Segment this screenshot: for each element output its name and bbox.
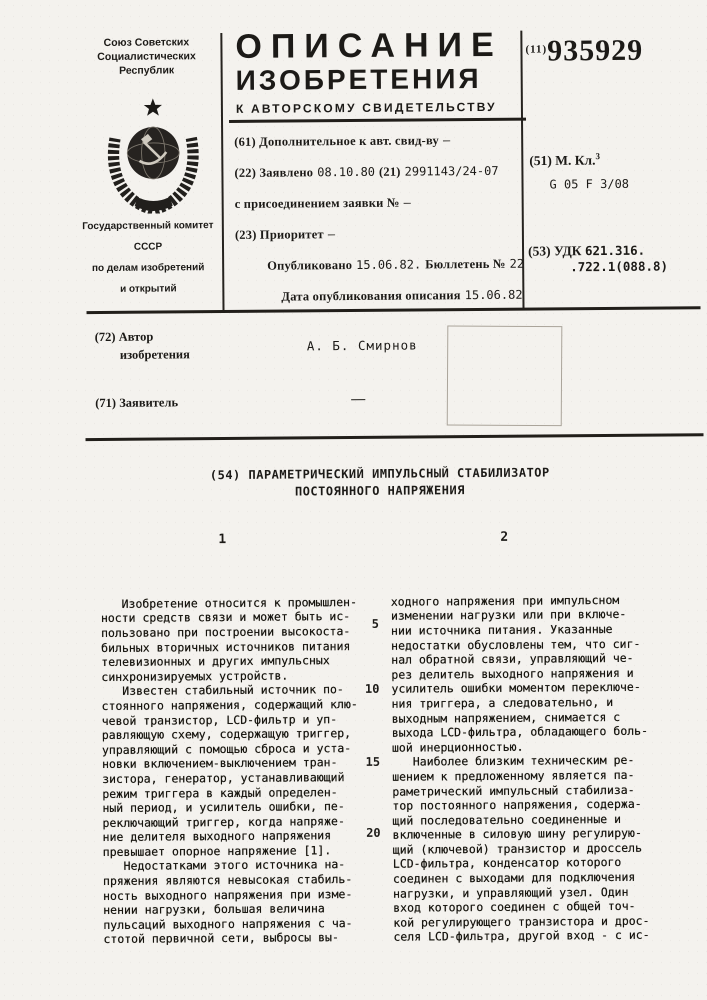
field-value2: 2991143/24-07: [404, 163, 499, 179]
body-text-line: раметрический импульсный стабилиза-: [392, 782, 635, 799]
applicant-value-dash: —: [351, 391, 366, 408]
body-text-line: соединен с выходами для подключения: [392, 869, 636, 886]
body-text-column-1: [100, 551, 379, 947]
horizontal-rule-low: [86, 433, 704, 441]
union-name-line: Социалистических: [97, 50, 196, 63]
udk-block: [528, 243, 668, 276]
line-number-marker: 20: [366, 825, 381, 840]
body-text-line: тор постоянного напряжения, содержа-: [392, 796, 642, 813]
field-value: —: [442, 133, 451, 148]
invention-title-line2: ПОСТОЯННОГО НАПРЯЖЕНИЯ: [294, 483, 465, 499]
field-value: 08.10.80: [317, 164, 376, 180]
body-text-line: нагрузки, и управляющий узел. Один: [393, 884, 629, 901]
union-name-line: Республик: [119, 64, 175, 77]
body-text-line: выхода LCD-фильтра, обладающего боль-: [391, 723, 649, 740]
vertical-divider-left: [220, 33, 224, 311]
body-text-line: ности средств связи и может быть ис-: [100, 609, 351, 626]
bibliographic-field-row: [235, 225, 521, 243]
column-number-1: 1: [218, 532, 227, 548]
body-text-line: изменении нагрузки или при включе-: [390, 607, 627, 624]
body-text-line: усилитель ошибки моментом переключе-: [391, 680, 641, 697]
invention-title: [100, 464, 660, 502]
body-text-line: Известен стабильный источник по-: [101, 682, 344, 699]
doc-subtitle: К АВТОРСКОМУ СВИДЕТЕЛЬСТВУ: [235, 99, 497, 116]
doc-title-line1: ОПИСАНИЕ: [235, 25, 503, 66]
body-text-line: бильных вторичных источников питания: [101, 638, 351, 655]
bibliographic-field-row: [234, 132, 520, 150]
body-text-line: ния триггера, а следовательно, и: [391, 694, 614, 711]
field-label: (22) Заявлено: [234, 165, 314, 180]
body-text-line: Изобретение относится к промышлен-: [100, 594, 358, 611]
field-label: с присоединением заявки №: [234, 195, 400, 211]
applicant-label: (71) Заявитель: [95, 395, 179, 411]
stamp-box: [447, 325, 563, 426]
body-text-line: стоянного напряжения, содержащий клю-: [101, 696, 358, 713]
author-label-line1: (72) Автор: [94, 329, 154, 345]
body-text-line: щий последовательно соединенные и: [392, 811, 622, 828]
body-text-line: Наиболее близким техническим ре-: [392, 753, 635, 770]
body-text-line: включенные в силовую шину регулирую-: [392, 826, 642, 842]
field-value: —: [403, 195, 411, 210]
body-text-line: ние делителя выходного напряжения: [102, 828, 332, 845]
bibliographic-field-row: [235, 287, 521, 305]
body-text-line: щий (ключевой) транзистор и дроссель: [392, 840, 643, 857]
body-text-line: режим триггера в каждый определен-: [102, 784, 338, 801]
ipc-class-value: G 05 F 3/08: [549, 176, 630, 191]
field-label2: (21): [378, 164, 401, 179]
body-text-line: равляющую схему, содержащую триггер,: [101, 726, 352, 743]
doc-title-line2: ИЗОБРЕТЕНИЯ: [235, 62, 482, 96]
bibliographic-field-row: [235, 194, 521, 212]
line-number-marker: 10: [364, 681, 380, 696]
body-text-line: зистора, генератор, устанавливающий: [102, 769, 345, 786]
body-text-line: синхронизируемых устройств.: [101, 668, 289, 684]
body-text-line: вход которого соединен с общей точ-: [393, 899, 636, 915]
committee-name-line: Государственный комитет: [82, 220, 214, 233]
body-text-line: кой регулирующего транзистора и дрос-: [393, 913, 650, 930]
body-text-line: выходным напряжением, снимается с: [391, 709, 621, 726]
committee-name-line: и открытий: [120, 283, 177, 295]
pub-number-prefix: (11): [525, 43, 548, 56]
udk-line1: (53) УДК 621.316.: [527, 242, 646, 259]
body-text-line: ность выходного напряжения при изме-: [103, 886, 353, 903]
field-value2: 22: [509, 256, 525, 271]
line-number-marker: 15: [365, 754, 381, 769]
header-underline-rule: [229, 118, 526, 123]
body-text-line: стотой первичной сети, выбросы вы-: [103, 930, 339, 947]
body-text-line: шением к предложенному является па-: [392, 767, 635, 784]
author-label-line2: изобретения: [119, 347, 190, 362]
field-value: —: [327, 227, 336, 242]
body-text-line: нении нагрузки, большая величина: [103, 901, 325, 918]
union-name-block: [84, 35, 208, 78]
body-text-line: нал обратной связи, управляющий че-: [391, 650, 634, 667]
bibliographic-fields: [234, 132, 525, 320]
body-text-line: пульсаций выходного напряжения с ча-: [103, 915, 353, 932]
body-text-line: ходного напряжения при импульсном: [390, 592, 620, 609]
union-name-line: Союз Советских: [103, 36, 190, 49]
body-text-line: новки включением-выключением тран-: [102, 755, 338, 772]
body-text-line: селя LCD-фильтра, другой вход - с ис-: [393, 928, 650, 945]
body-text-line: нии источника питания. Указанные: [390, 621, 613, 638]
field-label: Дата опубликования описания: [281, 288, 461, 304]
column-number-2: 2: [500, 529, 509, 545]
body-text-column-2: [390, 549, 673, 945]
body-text-line: рез делитель выходного напряжения и: [391, 665, 634, 682]
body-text-line: превышает опорное напряжение [1].: [102, 843, 332, 859]
committee-name-line: по делам изобретений: [91, 262, 205, 275]
bibliographic-field-row: [235, 256, 525, 274]
body-text-line: чевой транзистор, LCD-фильтр и уп-: [101, 711, 338, 728]
body-text-line: шой инерционностью.: [391, 739, 524, 755]
body-text-line: ный период, и усилитель ошибки, пе-: [102, 799, 345, 816]
body-text-line: реключающий триггер, когда напряже-: [102, 813, 345, 830]
author-label-block: [95, 327, 190, 364]
body-text-line: пользовано при построении высокоста-: [100, 623, 351, 640]
body-text-line: управляющий с помощью сброса и уста-: [101, 740, 352, 757]
ipc-class-superscript: 3: [595, 151, 600, 162]
bibliographic-field-row: [234, 163, 520, 181]
author-name: А. Б. Смирнов: [306, 337, 418, 354]
field-label: (61) Дополнительное к авт. свид-ву: [234, 133, 440, 149]
ipc-class-block: [529, 151, 629, 191]
field-value: 15.06.82.: [356, 257, 422, 272]
body-text-line: LCD-фильтра, конденсатор которого: [392, 855, 622, 872]
field-label: Опубликовано: [267, 258, 353, 273]
field-label: (23) Приоритет: [234, 227, 324, 242]
document-heading: [235, 27, 521, 116]
body-text-line: телевизионных и других импульсных: [101, 653, 330, 670]
body-text-line: недостатки обусловлены тем, что сиг-: [391, 636, 641, 653]
field-label2: Бюллетень №: [425, 256, 506, 272]
udk-line2: .722.1(088.8): [570, 258, 669, 275]
pub-number-value: 935929: [547, 33, 644, 68]
body-text-line: Недостатками этого источника на-: [102, 857, 346, 874]
body-text-line: пряжения являются невысокая стабиль-: [102, 872, 353, 889]
ussr-coat-of-arms-icon: [101, 97, 206, 214]
invention-title-line1: (54) ПАРАМЕТРИЧЕСКИЙ ИМПУЛЬСНЫЙ СТАБИЛИЗАТОР: [209, 465, 550, 483]
publication-number: [525, 34, 643, 69]
committee-name-line: СССР: [133, 241, 163, 253]
ipc-class-label: (51) М. Кл.$^3$: [529, 151, 600, 169]
line-number-marker: 5: [371, 616, 380, 631]
field-value: 15.06.82: [464, 287, 523, 303]
committee-name-block: [82, 215, 215, 300]
